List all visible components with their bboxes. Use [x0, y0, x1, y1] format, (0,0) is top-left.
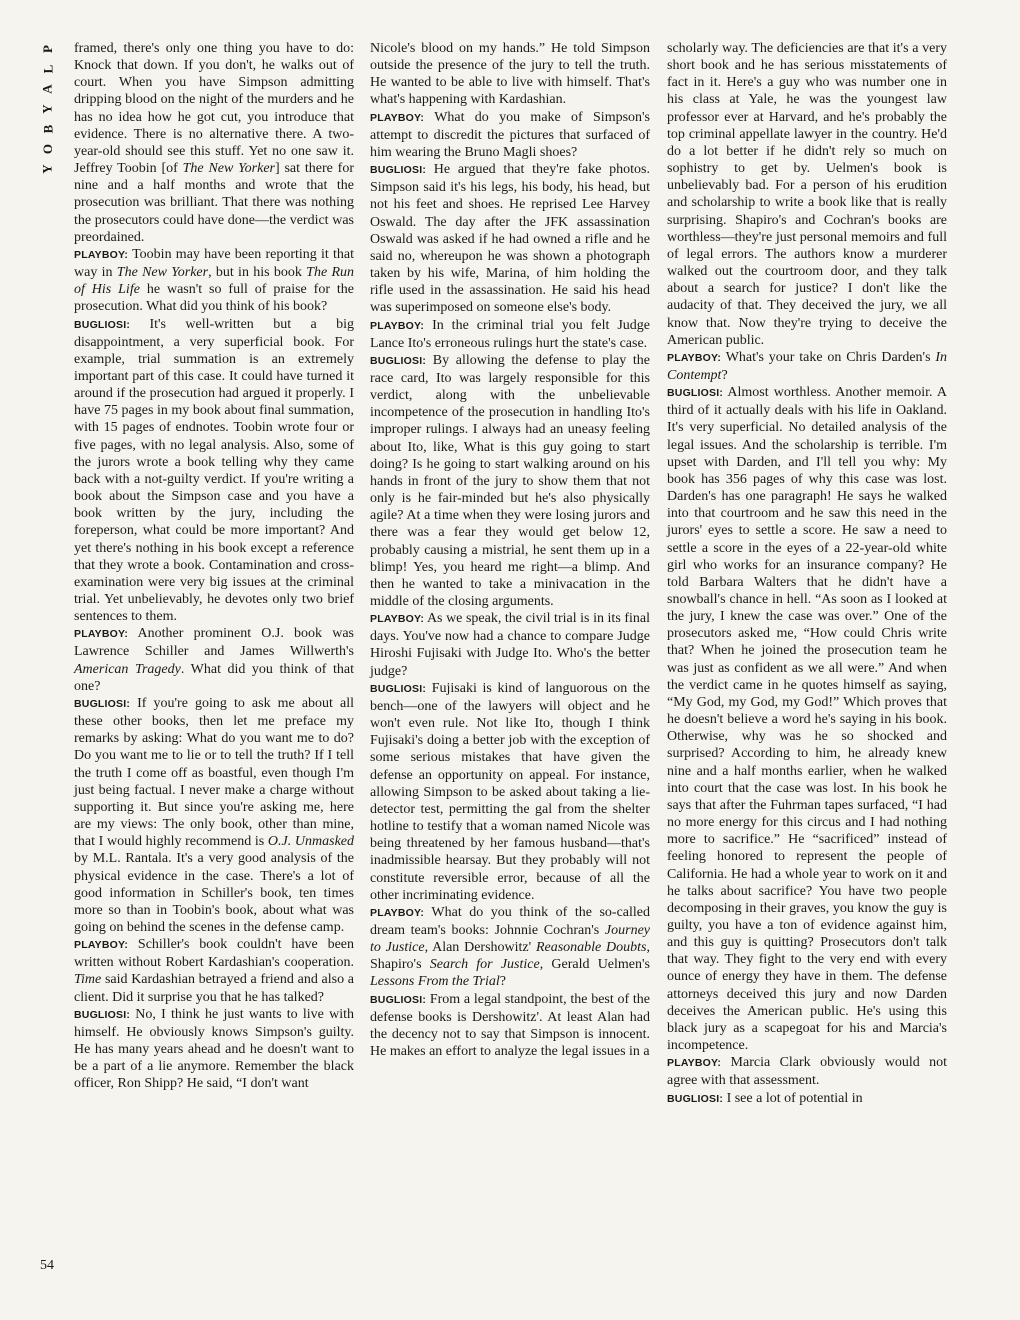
body-text: ?: [721, 367, 728, 383]
paragraph: [370, 991, 650, 1061]
body-text: framed, there's only one thing you have to do: Knock that down. If you don't, he walks out of court. When you have Simpson admitting dripping blood on the night of the murders and he has no idea how he got cut, you introduce that evidence. There is no alternative there. A two-year-old should see this stuff. Yet no one saw it. Jeffrey Toobin [of: [74, 41, 354, 177]
body-text: If you're going to ask me about all these other books, then let me preface my remarks by asking: What do you want me to do? Do you want me to lie or to tell the truth? If I tell the truth I come off as boastful, even though I'm just being factual. I never make a charge without supporting it. But since you're asking me, here are my views: The only book, other than mine, that I would highly recommend is: [74, 695, 354, 850]
body-text: What's your take on Chris Darden's: [725, 349, 936, 365]
paragraph: [370, 40, 650, 109]
body-text: By allowing the defense to play the race card, Ito was largely responsible for this verdict, along with the unbelievable incompetence of the prosecution in handling Ito's improper rulings. I always had an uneasy feeling about Ito, like, What is this guy going to start doing? Is he going to start walking around on his hands in front of the jury to show them that not only is he fair-minded but he's also physically agile? At a time when they were losing jurors and there was a fear they would get below 12, probably causing a mistrial, he sent them up in a blimp! Yes, you heard me right—a blimp. And then he wanted to take a minivacation in the middle of the closing arguments.: [370, 352, 650, 609]
paragraph: [74, 936, 354, 1006]
paragraph: [370, 317, 650, 352]
body-text: ?: [499, 974, 506, 990]
paragraph: [370, 109, 650, 161]
body-text: Another prominent O.J. book was Lawrence Schiller and James Willwerth's: [74, 626, 354, 660]
body-text: Fujisaki is kind of languorous on the bench—one of the lawyers will object and he won't even rule. Not like Ito, though I think Fujisaki's doing a better job with the exception of some serious mistakes that have given the defense an opportunity on appeal. For instance, allowing Simpson to be asked about taking a lie-detector test, permitting the gal from the shelter hotline to testify that a woman named Nicole was being threatened by her famous husband—that's inadmissible hearsay. But they probably will not constitute reversible error, because of all the other incriminating evidence.: [370, 680, 651, 903]
speaker-label: PLAYBOY:: [370, 111, 425, 124]
speaker-label: BUGLIOSI:: [370, 354, 427, 367]
speaker-label: BUGLIOSI:: [74, 318, 131, 331]
paragraph: [667, 349, 947, 384]
paragraph: [74, 316, 354, 626]
page-number: 54: [40, 1258, 54, 1273]
speaker-label: BUGLIOSI:: [370, 164, 427, 177]
body-text: He argued that they're fake photos. Simpson said it's his legs, his body, his head, but not his feet and shoes. He reprised Lee Harvey Oswald. The day after the JFK assassination Oswald was asked if he had owned a rifle and he said no, whereupon he was shown a photograph taken by his wife, Marina, of him holding the rifle used in the assassination. He said his head was superimposed on someone else's body.: [370, 162, 651, 316]
paragraph: [370, 610, 650, 680]
paragraph: [667, 384, 947, 1054]
paragraph: [667, 40, 947, 349]
speaker-label: BUGLIOSI:: [370, 993, 427, 1006]
speaker-label: BUGLIOSI:: [667, 1092, 724, 1105]
italic-title: Search for Justice: [429, 957, 540, 973]
body-text: he wasn't so full of praise for the prosecution. What did you think of his book?: [74, 282, 354, 315]
body-text: It's well-written but a big disappointment, a very superficial book. For example, trial summation is an extremely important part of this case. It could have turned it around if the prosecution had argued it properly. I have 75 pages in my book about final summation, with 15 pages of endnotes. Toobin wrote four or five pages, with no legal analysis. Also, some of the jurors wrote a book telling why they came back with a not-guilty verdict. If you're writing a book about the Simpson case and you have a book written by the jury, including the foreperson, what could be more important? And yet there's nothing in his book except a reference that they wrote a book. Contamination and cross-examination were very big issues at the criminal trial. Yet unbelievably, he devotes only two brief sentences to them.: [74, 316, 355, 625]
body-text: Nicole's blood on my hands.” He told Simpson outside the presence of the jury to tell the truth. He wanted to be able to live with himself. That's what's happening with Kardashian.: [370, 41, 650, 108]
body-text: From a legal standpoint, the best of the defense books is Dershowitz'. At least Alan had the decency not to say that Simpson is innocent. He makes an effort to analyze the legal issues in a: [370, 991, 651, 1060]
speaker-label: PLAYBOY:: [74, 939, 129, 952]
body-text: , Alan Dershowitz': [424, 940, 536, 956]
paragraph: [370, 680, 650, 904]
paragraph: [74, 40, 354, 246]
running-head-vertical: [36, 40, 60, 178]
body-text: Schiller's book couldn't have been written without Robert Kardashian's cooperation.: [74, 937, 354, 971]
column-1: [74, 40, 354, 1093]
running-head-letter: O: [40, 143, 55, 155]
body-text: , Gerald Uelmen's: [539, 957, 650, 973]
body-text: Marcia Clark obviously would not agree with that assessment.: [667, 1055, 947, 1089]
paragraph: [370, 904, 650, 991]
body-text: . What did you think of that one?: [74, 661, 354, 694]
italic-title: O.J. Unmasked: [267, 834, 355, 850]
speaker-label: BUGLIOSI:: [74, 1008, 131, 1021]
italic-title: Lessons From the Trial: [370, 974, 500, 990]
body-text: What do you think of the so-called dream team's books: Johnnie Cochran's: [370, 904, 650, 938]
speaker-label: PLAYBOY:: [370, 319, 425, 332]
speaker-label: BUGLIOSI:: [74, 697, 131, 710]
body-text: by M.L. Rantala. It's a very good analysis of the physical evidence in the case. There's a lot of good information in Schiller's book, ten times more so than in Toobin's book, about what was going on behind the scenes in the defense camp.: [74, 851, 354, 935]
running-head-letter: Y: [39, 104, 55, 114]
speaker-label: PLAYBOY:: [370, 613, 425, 626]
italic-title: In Contempt: [667, 349, 947, 383]
italic-title: The New Yorker: [182, 161, 275, 177]
body-text: scholarly way. The deficiencies are that it's a very short book and he has serious misstatements of fact in it. Here's a guy who was number one in his class at Yale, he was the youngest law professor ever at Harvard, and he's probably the top criminal appellate lawyer in the country. He'd do a lot better if he didn't rely so much on sophistry to get by. Uelmen's book is unbelievably bad. For a person of his erudition and scholarship to write a book like that is really surprising. Shapiro's and Cochran's books are worthless—they're just personal memoirs and full of legal errors. The authors know a murderer walked out the courtroom door, and they talk about a search for justice? I don't like the audacity of that. They deceived the jury, we all know that. Now they're trying to deceive the American public.: [667, 41, 947, 348]
speaker-label: PLAYBOY:: [74, 248, 129, 261]
paragraph: [74, 246, 354, 316]
body-text: As we speak, the civil trial is in its final days. You've now had a chance to compare Judge Hiroshi Fujisaki with Judge Ito. Who's the better judge?: [370, 611, 650, 679]
paragraph: [667, 1054, 947, 1089]
speaker-label: PLAYBOY:: [370, 906, 425, 919]
body-text: , but in his book: [208, 265, 307, 281]
column-3: [667, 40, 947, 1108]
paragraph: [74, 625, 354, 695]
paragraph: [74, 695, 354, 936]
column-2: [370, 40, 650, 1060]
italic-title: American Tragedy: [74, 661, 181, 677]
italic-title: Time: [74, 972, 102, 988]
body-text: Almost worthless. Another memoir. A third of it actually deals with his life in Oakland. It's very superficial. No detailed analysis of the legal issues. And the scholarship is terrible. I'm upset with Darden, and I'll tell you why: My book has 356 pages of why this case was lost. Darden's has one paragraph! He says he walked into that courtroom and he saw this need in the jurors' eyes to settle a score. He saw a need to settle a score in the eyes of a 22-year-old white girl who works for an insurance company? He told Barbara Walters that he didn't have a snowball's chance in hell. “As soon as I looked at the jury, I knew the case was over.” One of the prosecutors asked me, “How could Chris write that? When he joined the prosecution team he was just as confident as we all were.” And when the verdict came in he quotes himself as saying, “My God, my God, my God!” Which proves that he doesn't believe a word he's saying in his book. Otherwise, why was he so shocked and surprised? According to him, he already knew nine and a half months earlier, when he walked into court that the case was lost. In his book he says that after the Fuhrman tapes surfaced, “I had no more energy for this circus and I had nothing more to sacrifice.” He “sacrificed” instead of feeling honored to represent the people of California. He had a whole year to work on it and he talks about sacrifice? You have two people decomposing in their graves, you know the guy is guilty, you have a ton of evidence against him, and this guy is quitting? Prosecutors don't talk that way. They fight to the very end with every ounce of energy they have in them. The defense attorneys deceived this jury and now Darden deceives the American public. He's using this black jury as a scapegoat for his and Marcia's incompetence.: [667, 385, 948, 1054]
body-text: I see a lot of potential in: [726, 1090, 863, 1106]
speaker-label: PLAYBOY:: [74, 628, 129, 641]
running-head-letter: L: [39, 64, 55, 74]
italic-title: The New Yorker: [116, 265, 209, 281]
speaker-label: PLAYBOY:: [667, 351, 722, 364]
running-head-letter: A: [39, 84, 55, 94]
body-text: No, I think he just wants to live with himself. He obviously knows Simpson's guilty. He has many years ahead and he doesn't want to be a part of a lie anymore. Remember the black officer, Ron Shipp? He said, “I don't want: [74, 1006, 355, 1092]
italic-title: The Run of His Life: [74, 265, 354, 298]
body-text: What do you make of Simpson's attempt to discredit the pictures that surfaced of him wearing the Bruno Magli shoes?: [370, 109, 651, 160]
body-text: In the criminal trial you felt Judge Lance Ito's erroneous rulings hurt the state's case.: [370, 317, 651, 351]
speaker-label: PLAYBOY:: [667, 1057, 722, 1070]
running-head-letter: B: [39, 124, 55, 134]
running-head-letter: P: [39, 45, 55, 53]
paragraph: [370, 161, 650, 316]
body-text: Toobin may have been reporting it that way in: [74, 246, 355, 281]
paragraph: [370, 352, 650, 610]
italic-title: Reasonable Doubts: [535, 940, 647, 956]
paragraph: [74, 1006, 354, 1093]
speaker-label: BUGLIOSI:: [370, 682, 427, 695]
speaker-label: BUGLIOSI:: [667, 387, 724, 400]
body-text: ] sat there for nine and a half months and wrote that the prosecution was brilliant. That there was nothing the prosecutors could have done—the verdict was preordained.: [74, 161, 354, 245]
body-text: said Kardashian betrayed a friend and also a client. Did it surprise you that he has talked?: [74, 972, 354, 1005]
italic-title: Journey to Justice: [370, 922, 650, 956]
running-head-letter: Y: [39, 164, 55, 174]
paragraph: [667, 1090, 947, 1108]
body-text: , Shapiro's: [370, 940, 650, 973]
